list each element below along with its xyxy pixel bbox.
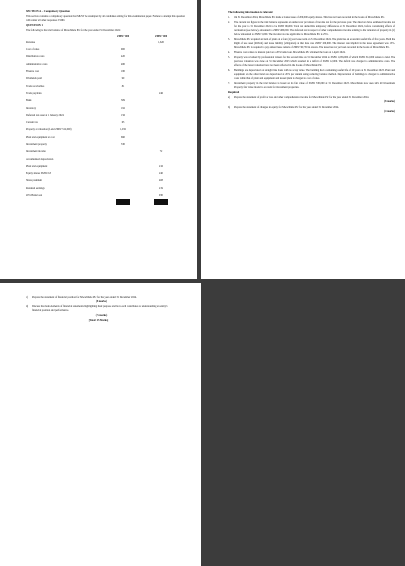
table-row xyxy=(26,126,184,133)
credit-cell xyxy=(138,53,184,60)
table-row xyxy=(26,134,184,141)
account-name-cell: Trade receivables xyxy=(26,84,45,88)
debit-cell: 63 xyxy=(121,121,125,125)
note-number: 4. xyxy=(228,51,230,55)
requirement-item xyxy=(26,305,171,317)
account-name-cell: Deferred tax asset at 1 January 2024 xyxy=(26,113,64,117)
table-row xyxy=(26,53,184,60)
account-name-cell: Equity shares ZMW 0.8 xyxy=(26,172,51,176)
debit-cell: 900 xyxy=(121,48,125,52)
note-item xyxy=(228,81,395,90)
exam-page-3 xyxy=(0,283,201,566)
debit-cell: 81 xyxy=(121,84,125,88)
requirement-item xyxy=(228,106,395,114)
table-row xyxy=(26,156,184,163)
requirement-item xyxy=(228,96,395,104)
credit-cell: 72 xyxy=(159,150,163,154)
requirement-marks: (8 marks) xyxy=(96,300,107,304)
table-header-cell: ZMW '000 xyxy=(155,34,167,38)
credit-cell xyxy=(138,61,184,68)
table-totals-row xyxy=(26,199,184,206)
note-number: 1. xyxy=(228,16,230,19)
table-row xyxy=(26,83,184,90)
table-row xyxy=(26,192,184,199)
account-name-cell: Retained earnings xyxy=(26,186,45,190)
table-row xyxy=(26,61,184,68)
note-item xyxy=(228,16,395,20)
exam-page-1 xyxy=(0,0,197,279)
debit-cell: 156 xyxy=(121,113,125,117)
table-row xyxy=(26,97,184,104)
requirement-item xyxy=(26,296,171,304)
note-item xyxy=(228,55,395,68)
note-text: Buildings are depreciated on straight line basis with no scrap value. The building had a remaining useful life of 20 years at 31 December 2023. Plant and equipment on the other hand are depreciated at 20% per annum using reducing balance method. Depreciation of buildings is charged to administrative costs while that of plant and equipment and leased plant is charged to cost of sales. xyxy=(234,68,395,81)
requirement-text: Prepare the statement of changes in equity for Mwachilele Plc for the year ended 31 December 2024. xyxy=(234,105,339,109)
credit-cell xyxy=(138,141,184,148)
debit-cell xyxy=(108,185,138,192)
debit-cell xyxy=(108,148,138,155)
requirement-text: Prepare the statement of profit or loss and other comprehensive income for Mwachilele Plc for the year ended 31 December 2024. xyxy=(234,96,370,100)
note-item xyxy=(228,68,395,81)
credit-cell xyxy=(138,119,184,126)
account-name-cell: Cost of sales xyxy=(26,48,40,52)
credit-cell: 930 xyxy=(159,194,163,198)
requirement-text: Discuss the main elements of financial statements highlighting their purpose and how each contributes to understanding an entity's financial position and performance. xyxy=(32,305,168,313)
note-text: Finance cost relates to interest paid on a 20% bank loan. Mwachilele Plc obtained the loan on 1 April 2024. xyxy=(234,51,346,55)
table-row xyxy=(26,170,184,177)
account-name-cell: 20% Bank loan xyxy=(26,194,42,198)
note-text: On 31 December 2024, Mwachilele Plc made a bonus issue of 200,000 equity shares. This has not been recorded in the books of Mwachilele Plc. xyxy=(234,16,385,19)
note-item xyxy=(228,51,395,55)
credit-cell xyxy=(138,83,184,90)
table-row xyxy=(26,68,184,75)
question-lead: The following is the trial balance of Mwachilele Plc for the year ended 31 December 2024: xyxy=(26,29,121,33)
question-heading: QUESTION 1 xyxy=(26,24,43,28)
credit-cell xyxy=(138,68,184,75)
account-name-cell: Share premium xyxy=(26,179,42,183)
account-name-cell: Dividends paid xyxy=(26,77,42,81)
credit-cell xyxy=(138,112,184,119)
table-row xyxy=(26,119,184,126)
debit-cell: 192 xyxy=(121,106,125,110)
table-row xyxy=(26,141,184,148)
credit-cell xyxy=(138,104,184,111)
debit-cell: 309 xyxy=(121,99,125,103)
account-name-cell: Accumulated depreciation xyxy=(26,157,54,161)
account-name-cell: Trade payables xyxy=(26,91,42,95)
account-name-cell: Plant and equipment xyxy=(26,164,48,168)
credit-cell: 219 xyxy=(159,186,163,190)
debit-cell: 330 xyxy=(121,142,125,146)
account-name-cell: Plant and equipment at cost xyxy=(26,135,55,139)
note-number: 3. xyxy=(228,37,230,41)
credit-cell: 246 xyxy=(159,91,163,95)
requirement-text: Prepare the statement of financial position for Mwachilele Plc for the year ended 31 December 2024. xyxy=(32,296,137,299)
debit-cell: 180 xyxy=(121,70,125,74)
requirements-list xyxy=(228,96,395,114)
account-name-cell: Finance cost xyxy=(26,70,40,74)
debit-cell xyxy=(108,163,138,170)
account-name-cell: Inventory xyxy=(26,106,37,110)
required-heading: Required xyxy=(228,91,240,95)
debit-cell: 420 xyxy=(121,55,125,59)
table-row xyxy=(26,163,184,170)
table-row xyxy=(26,39,184,46)
table-row xyxy=(26,185,184,192)
note-number: 7. xyxy=(228,81,230,85)
credit-cell: 216 xyxy=(159,164,163,168)
note-item xyxy=(228,37,395,50)
requirement-marks: ( 5 marks) xyxy=(95,313,108,317)
total-credit-box xyxy=(154,199,168,205)
debit-cell: 690 xyxy=(121,135,125,139)
debit-cell: 480 xyxy=(121,62,125,66)
trial-balance-body xyxy=(26,39,184,200)
requirements-list-continued xyxy=(26,296,171,318)
note-text: Property was revalued by professional valuers for the second time on 31 December 2024 to ZMW 1,056,000 of which ZMW 312,000 relates to land. The previous valuation was done on 31 December 2023 which resulted in a deficit of ZMW 12,000. The deficit was charged to administrative costs. The effects of the latest valuation have not been reflected in the books of Mwachilele Plc. xyxy=(234,55,395,68)
exam-page-2 xyxy=(201,0,405,279)
table-row xyxy=(26,46,184,53)
debit-cell xyxy=(108,170,138,177)
credit-cell xyxy=(138,75,184,82)
note-text: Investment property in the trial balance is based on its fair value of ZMW 330,000 at 31 December 2023. Mwachilele now uses IAS 40 Investment Property fair value model to account for investment properties. xyxy=(234,81,395,90)
credit-cell: 240 xyxy=(159,172,163,176)
requirement-label: a) xyxy=(228,96,231,100)
credit-cell: 1,620 xyxy=(158,40,164,44)
account-name-cell: Investment property xyxy=(26,142,47,146)
credit-cell xyxy=(138,134,184,141)
note-number: 5. xyxy=(228,55,230,59)
credit-cell xyxy=(138,126,184,133)
table-row xyxy=(26,104,184,111)
table-header-cell: ZMW '000 xyxy=(117,34,129,38)
credit-cell: 408 xyxy=(159,179,163,183)
requirement-label: d) xyxy=(26,305,29,309)
section-intro: This section contains a compulsory question that MUST be attempted by all candidates sitting for this examination paper. Failure to attempt this question will render all other responses VOID. xyxy=(26,15,185,22)
requirement-label: b) xyxy=(228,105,231,109)
requirement-label: c) xyxy=(26,296,29,299)
debit-cell xyxy=(108,156,138,163)
table-row xyxy=(26,90,184,97)
table-row xyxy=(26,75,184,82)
requirement-marks: (4 marks) xyxy=(384,109,395,113)
account-name-cell: Revenue xyxy=(26,40,36,44)
debit-cell xyxy=(108,90,138,97)
notes-list xyxy=(228,16,395,90)
note-number: 6. xyxy=(228,68,230,72)
notes-heading: The following information is relevant: xyxy=(228,11,274,14)
total-marks: [Total: 25 Marks] xyxy=(88,318,109,322)
debit-cell: 90 xyxy=(121,77,125,81)
debit-cell xyxy=(108,39,138,46)
account-name-cell: Investment income xyxy=(26,150,46,154)
note-number: 2. xyxy=(228,20,230,24)
debit-cell: 1,032 xyxy=(120,128,126,132)
account-name-cell: Bank xyxy=(26,99,32,103)
note-item xyxy=(228,20,395,38)
table-row xyxy=(26,112,184,119)
credit-cell xyxy=(138,97,184,104)
note-text: Mwachilele Plc acquired an item of plant on a four (4) year lease term on 31 December 2024. The plant has an economic useful life of five years. Both the Right of use asset (ROUA) and lease liability (obligation) at that date was ZMW 100,000. The interest rate implicit in the lease agreement was 15%. Mwachilele Plc is required to pay annual lease rentals of ZMW 36,750 in arrears. The lease has not yet been recorded in the books of Mwachilele Plc. xyxy=(234,37,395,50)
section-heading: SECTION A – Compulsory Question xyxy=(26,10,70,13)
debit-cell xyxy=(108,177,138,184)
trial-balance-table xyxy=(26,34,184,207)
account-name-cell: Current tax xyxy=(26,121,38,125)
account-name-cell: Property at valuation (Land ZMW 312,000) xyxy=(26,128,72,132)
credit-cell xyxy=(138,46,184,53)
credit-cell xyxy=(138,156,184,163)
total-debit-box xyxy=(116,199,130,205)
table-row xyxy=(26,177,184,184)
account-name-cell: Administrative costs xyxy=(26,62,48,66)
note-text: The current tax figure in the trial balance represents an under/over provision of income tax for the previous year. The directors have estimated income tax for the year to 31 December 2024 to be ZMW 96,000. Total tax deductible temporary differences at 31 December 2024, before considering effects of revaluation (see below), amounted to ZMW 480,000. The deferred tax in respect of other comprehensive income relating to the valuation of property in (v) below amounted to ZMW 5,000. The income tax rate applicable to Mwachilele Plc is 25%. xyxy=(234,20,395,37)
account-name-cell: Distribution costs xyxy=(26,55,45,59)
table-row xyxy=(26,148,184,155)
requirement-marks: (8 marks) xyxy=(384,100,395,104)
debit-cell xyxy=(108,192,138,199)
